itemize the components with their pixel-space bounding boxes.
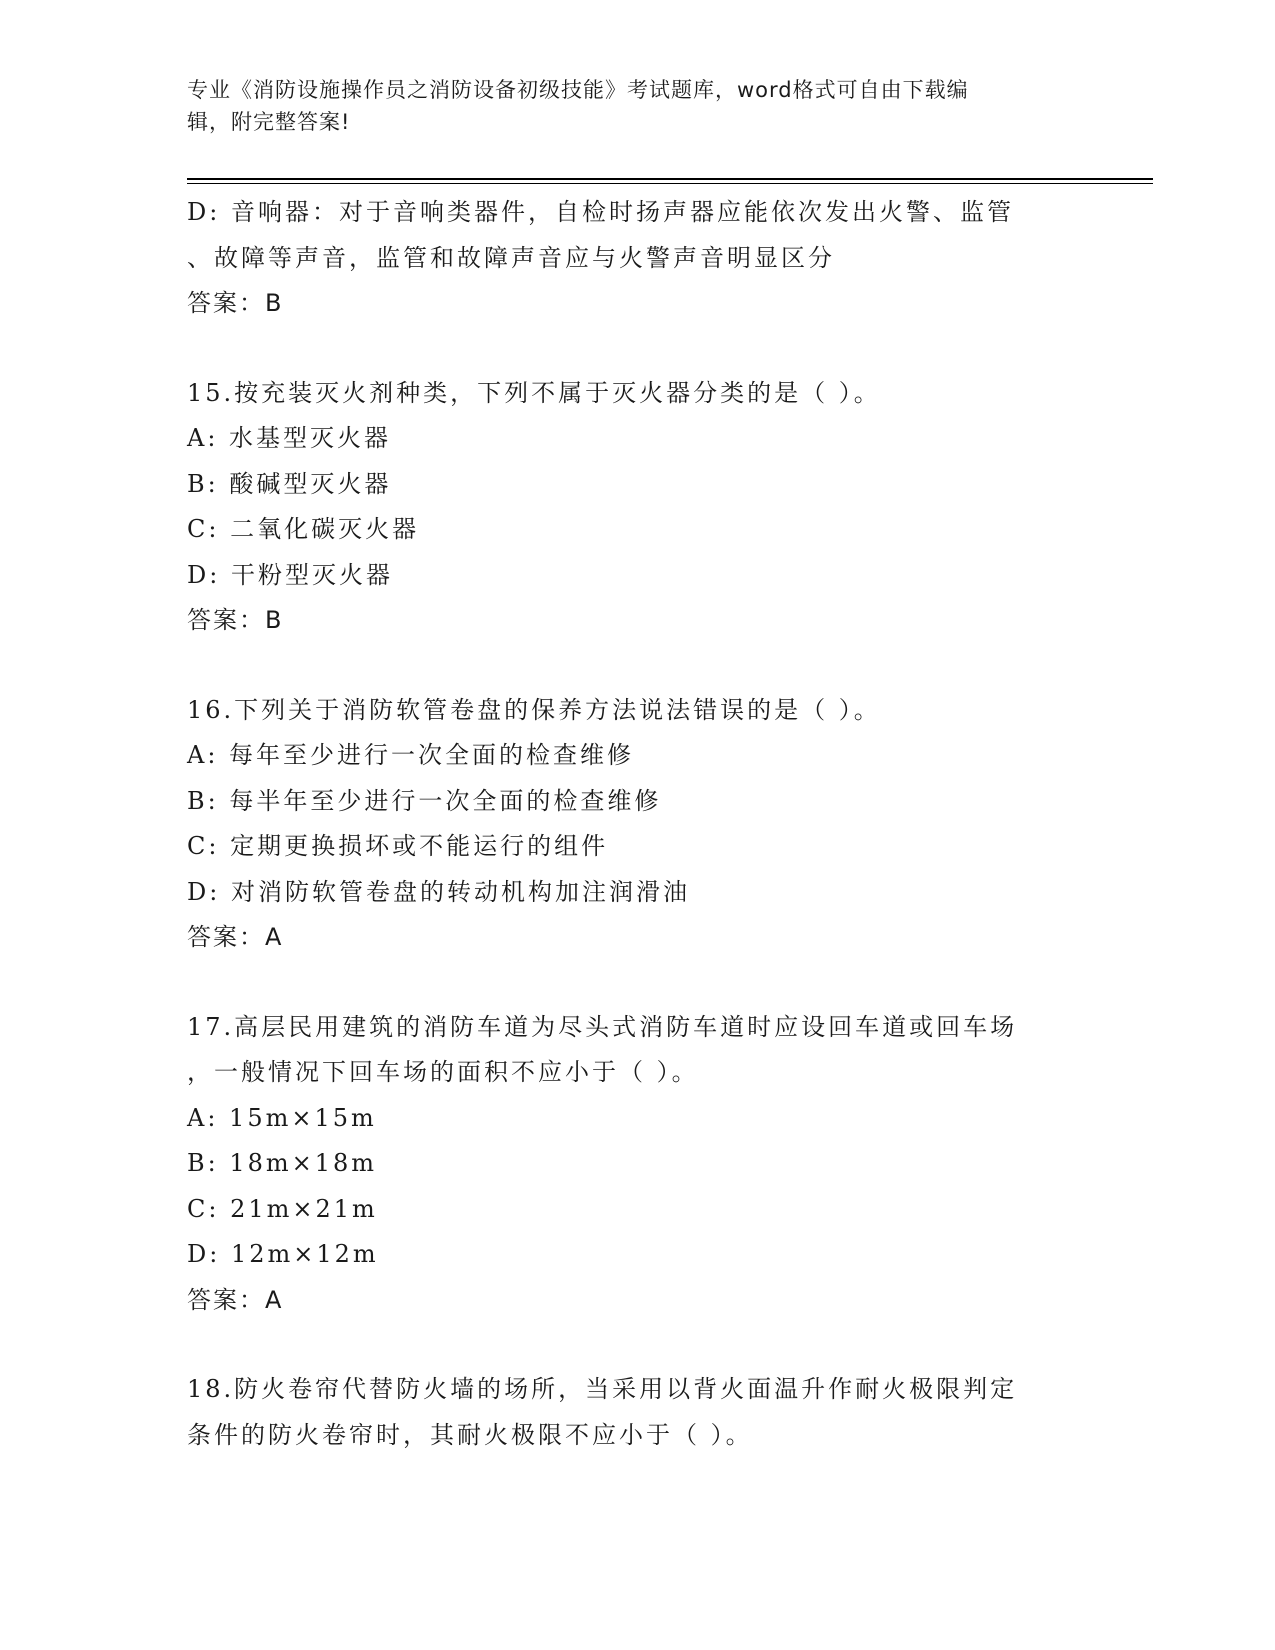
option-c: C: 定期更换损坏或不能运行的组件	[187, 832, 609, 860]
option-a: A: 每年至少进行一次全面的检查维修	[187, 741, 635, 769]
question-text-line-2: ，一般情况下回车场的面积不应小于（ ）。	[187, 1058, 699, 1086]
question-text: 16.下列关于消防软管卷盘的保养方法说法错误的是（ ）。	[187, 695, 881, 724]
option-b: B: 每半年至少进行一次全面的检查维修	[187, 786, 662, 815]
option-a: A: 15m×15m	[187, 1103, 377, 1132]
question-14-continued	[187, 190, 1087, 327]
question-18	[187, 1367, 1087, 1458]
option-c: C: 21m×21m	[187, 1194, 378, 1223]
option-c: C: 二氧化碳灭火器	[187, 515, 420, 543]
option-d-line-2: 、故障等声音，监管和故障声音应与火警声音明显区分	[187, 243, 835, 272]
option-b: B: 酸碱型灭火器	[187, 469, 392, 498]
option-d-line-1: D: 音响器：对于音响类器件，自检时扬声器应能依次发出火警、监管	[187, 198, 1014, 226]
question-text-line-1: 18.防火卷帘代替防火墙的场所，当采用以背火面温升作耐火极限判定	[187, 1375, 1018, 1403]
header-rule-thick	[187, 178, 1153, 180]
option-d: D: 12m×12m	[187, 1240, 379, 1268]
header-line-1: 专业《消防设施操作员之消防设备初级技能》考试题库，word格式可自由下载编	[187, 78, 969, 102]
question-text-line-2: 条件的防火卷帘时，其耐火极限不应小于（ ）。	[187, 1420, 753, 1449]
question-text-line-1: 17.高层民用建筑的消防车道为尽头式消防车道时应设回车道或回车场	[187, 1012, 1018, 1041]
answer: 答案：A	[187, 1285, 284, 1314]
header-line-2: 辑，附完整答案!	[187, 110, 351, 134]
answer: 答案：B	[187, 606, 284, 634]
option-d: D: 对消防软管卷盘的转动机构加注润滑油	[187, 877, 690, 906]
question-15	[187, 371, 1087, 644]
document-header	[187, 74, 1067, 138]
option-a: A: 水基型灭火器	[187, 424, 392, 452]
answer: 答案：B	[187, 289, 284, 317]
option-b: B: 18m×18m	[187, 1149, 378, 1177]
question-17	[187, 1005, 1087, 1324]
header-rule-thin	[187, 183, 1153, 184]
option-d: D: 干粉型灭火器	[187, 560, 393, 589]
question-text: 15.按充装灭火剂种类，下列不属于灭火器分类的是（ ）。	[187, 378, 881, 407]
question-content	[187, 190, 1087, 1502]
question-16	[187, 688, 1087, 961]
answer: 答案：A	[187, 923, 284, 951]
